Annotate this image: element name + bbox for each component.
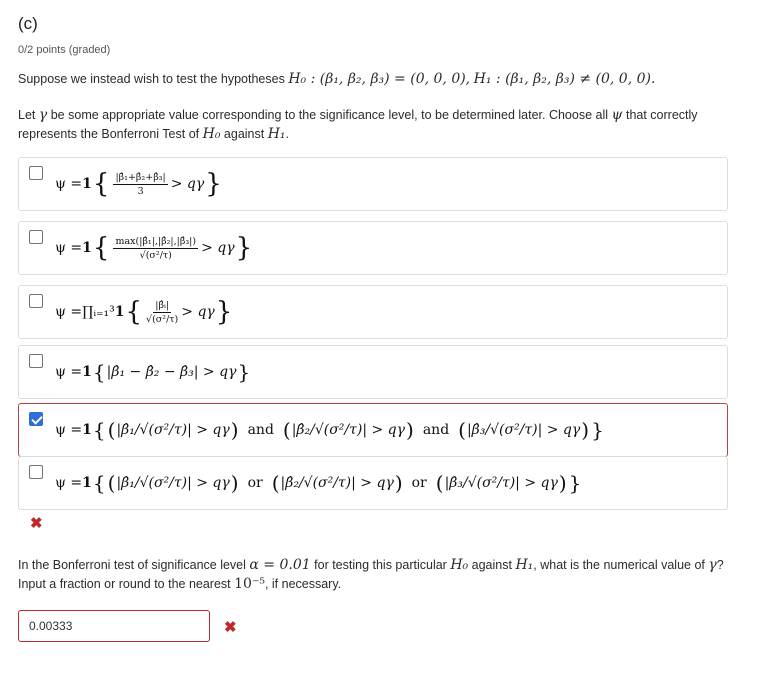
checkbox-option-3[interactable] [29, 294, 43, 308]
hypotheses-statement: Suppose we instead wish to test the hypotheses H₀ : (β₁, β₂, β₃) = (0, 0, 0), H₁ : (β₁, β₂, β₃) ≠ (0, 0, 0). [18, 71, 656, 87]
instructions-text: Let γ be some appropriate value corresponding to the significance level, to be determined later. Choose all ψ that correctly represents the Bonferroni Test of H₀ against H₁. [18, 107, 698, 142]
option-6-formula: ψ = 1 { ( |β̂₁/√(σ²/τ)| > qγ ) or ( |β̂₂/√(σ²/τ)| > qγ ) or ( |β̂₃/√(σ²/τ)| > qγ ) } [55, 471, 582, 495]
points-status: 0/2 points (graded) [18, 44, 111, 56]
question-2-text: In the Bonferroni test of significance level α = 0.01 for testing this particular H₀ against H₁, what is the numerical value of γ? Input a fraction or round to the nearest 10⁻⁵, if necessary. [18, 557, 724, 592]
checkbox-option-2[interactable] [29, 230, 43, 244]
option-2-formula: ψ = 1 { $\frac{\text{max(|β̂₁|,|β̂₂|,|β̂₃|)}}{\text{√(σ²/τ)}}$ > qγ } [55, 233, 253, 263]
fraction: $\frac{\text{max(|β̂₁|,|β̂₂|,|β̂₃|)}}{\text{√(σ²/τ)}}$ [115, 235, 197, 261]
option-4-formula: ψ = 1 { |β̂₁ − β̂₂ − β̂₃| > qγ } [55, 360, 251, 384]
checkbox-option-6[interactable] [29, 465, 43, 479]
option-5-formula: ψ = 1 { ( |β̂₁/√(σ²/τ)| > qγ ) and ( |β̂₂/√(σ²/τ)| > qγ ) and ( |β̂₃/√(σ²/τ)| > qγ ) } [55, 418, 604, 442]
option-6[interactable] [18, 456, 728, 510]
option-2[interactable] [18, 221, 728, 275]
answer-input[interactable]: 0.00333 [18, 610, 210, 642]
option-1-formula: ψ = 1 { $\frac{\text{|β̂₁+β̂₂+β̂₃|}}{3}$ > qγ } [55, 169, 222, 199]
option-3[interactable] [18, 285, 728, 339]
checkbox-option-5[interactable] [29, 412, 43, 426]
option-4[interactable] [18, 345, 728, 399]
option-3-formula: ψ = ∏ᵢ₌₁³ 1 { $\frac{\text{|β̂ᵢ|}}{\text{√(σ²/τ)}}$ > qγ } [55, 297, 233, 327]
incorrect-icon: ✖ [224, 619, 237, 636]
alt-hypothesis: H₁ : (β₁, β₂, β₃) ≠ (0, 0, 0). [473, 71, 656, 87]
fraction: $\frac{\text{|β̂₁+β̂₂+β̂₃|}}{3}$ [115, 171, 166, 197]
null-hypothesis: H₀ : (β₁, β₂, β₃) = (0, 0, 0), [288, 71, 471, 87]
checkbox-option-1[interactable] [29, 166, 43, 180]
incorrect-icon: ✖ [30, 515, 43, 532]
part-label: (c) [18, 14, 38, 33]
checkbox-option-4[interactable] [29, 354, 43, 368]
option-5[interactable] [18, 403, 728, 457]
fraction: $\frac{\text{|β̂ᵢ|}}{\text{√(σ²/τ)}}$ [146, 299, 179, 325]
option-1[interactable] [18, 157, 728, 211]
